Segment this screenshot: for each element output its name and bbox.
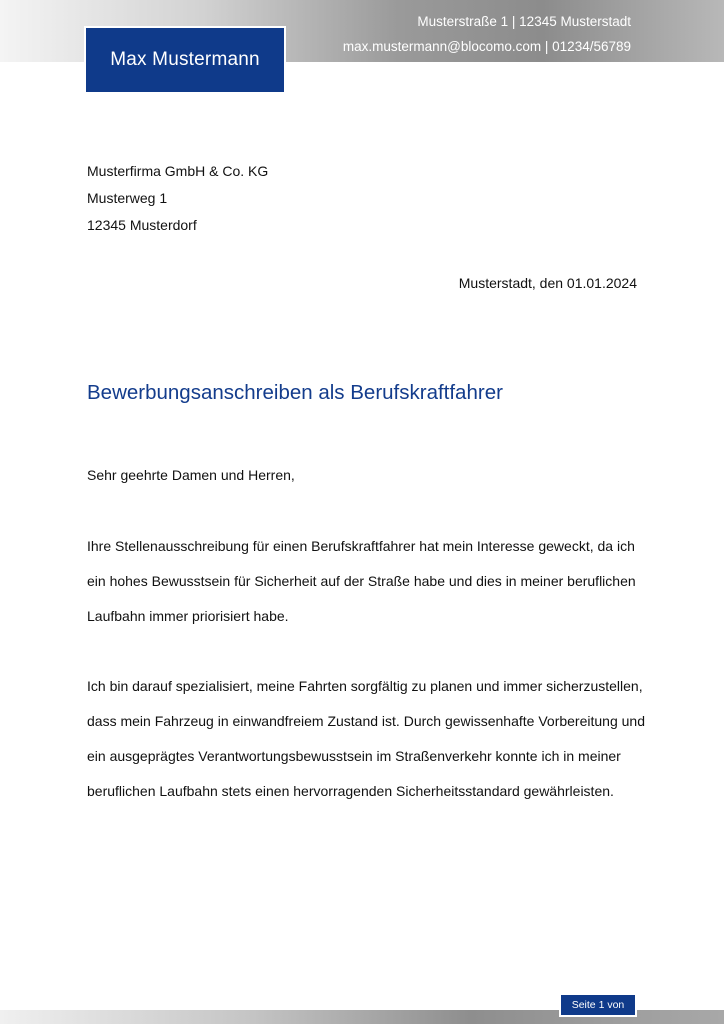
page-number: Seite 1 von (571, 999, 625, 1011)
recipient-company: Musterfirma GmbH & Co. KG (87, 163, 269, 179)
sender-name: Max Mustermann (110, 49, 260, 70)
body-paragraph-2: Ich bin darauf spezialisiert, meine Fahrten sorgfältig zu planen und immer sicherzustellen, dass mein Fahrzeug in einwandfreiem Zustand ist. Durch gewissenhafte Vorbereitung und ein ausgeprägtes Verantwortungsbewusstsein im Straßenverkehr konnte ich in meiner beruflichen Laufbahn stets einen hervorragenden Sicherheitsstandard gewährleisten. (87, 678, 645, 799)
letter-date: Musterstadt, den 01.01.2024 (458, 275, 637, 291)
recipient-city: 12345 Musterdorf (87, 217, 197, 233)
sender-address: Musterstraße 1 | 12345 Musterstadt (417, 14, 631, 29)
recipient-address (87, 158, 268, 239)
page-number-box (559, 993, 637, 1017)
salutation: Sehr geehrte Damen und Herren, (87, 467, 295, 483)
sender-email-phone: max.mustermann@blocomo.com | 01234/56789 (342, 39, 631, 54)
sender-contact (343, 9, 631, 59)
body-paragraph-1: Ihre Stellenausschreibung für einen Berufskraftfahrer hat mein Interesse geweckt, da ich ein hohes Bewusstsein für Sicherheit auf der Straße habe und dies in meiner beruflichen Laufbahn immer priorisiert habe. (87, 538, 636, 624)
sender-name-box (84, 26, 286, 94)
letter-subject: Bewerbungsanschreiben als Berufskraftfahrer (87, 381, 503, 404)
recipient-street: Musterweg 1 (87, 190, 168, 206)
